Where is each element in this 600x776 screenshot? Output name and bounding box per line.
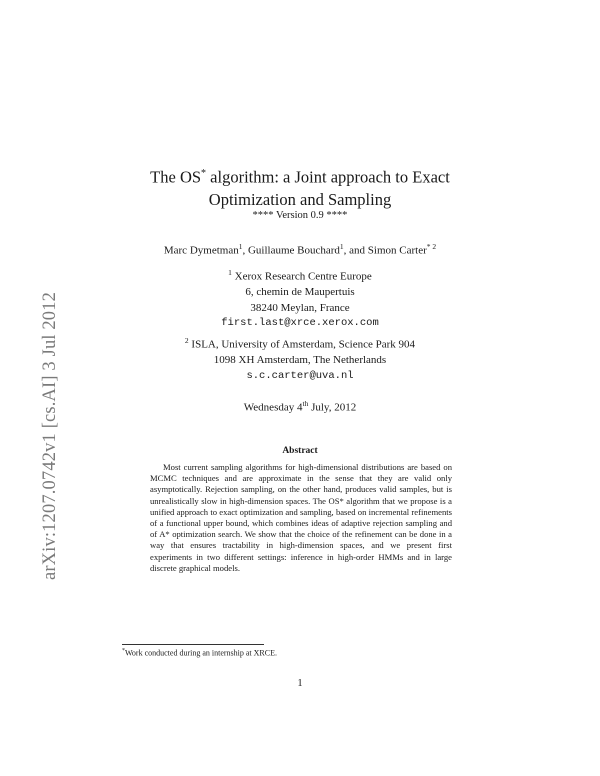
page-number: 1 [297,678,303,689]
author-2: , Guillaume Bouchard [242,244,340,257]
affiliation-2-name: ISLA, University of Amsterdam, Science Park 904 [188,338,416,351]
version-label: **** Version 0.9 **** [252,210,348,221]
author-1: Marc Dymetman [163,244,239,257]
affiliation-1-email: first.last@xrce.xerox.com [221,317,379,330]
affiliation-1: $^1$ Xerox Research Centre Europe 6, chemin de Maupertuis 38240 Meylan, France first.last@xrce.xerox.com [100,265,500,332]
affiliation-2-email: s.c.carter@uva.nl [246,369,354,382]
author-3: , and Simon Carter [343,244,427,257]
footnote-marker: * [122,648,125,654]
title-line-2: Optimization and Sampling [208,189,392,209]
abstract-text: Most current sampling algorithms for high-dimensional distributions are based on MCMC techniques and are approximate in the sense that they are valid only asymptotically. Rejection sampling, on the other hand, produces valid samples, but is unrealistically slow in high-dimension spaces. The OS* algorithm that we propose is a unified approach to exact optimization and sampling, based on incremental refinements of a functional upper bound, which combines ideas of adaptive rejection sampling and of A* optimization search. We show that the choice of the refinement can be done in a way that ensures tractability in high-dimension spaces, and we present first experiments in two different settings: inference in high-order HMMs and in large discrete graphical models. [150,462,452,573]
affiliation-1-name: Xerox Research Centre Europe [231,270,372,283]
footnote-text: Work conducted during an internship at XRCE. [125,648,277,658]
affiliation-1-street: 6, chemin de Maupertuis [245,286,355,299]
affiliation-2: $^2$ ISLA, University of Amsterdam, Science Park 904 1098 XH Amsterdam, The Netherlands s.c.carter@uva.nl [100,333,500,384]
footnote [122,648,482,658]
paper-title [100,163,500,211]
affiliation-1-city: 38240 Meylan, France [250,301,350,314]
affiliation-2-city: 1098 XH Amsterdam, The Netherlands [213,354,387,367]
author-list: Marc Dymetman$^1$, Guillaume Bouchard$^1$, and Simon Carter$^{* 2}$ [163,242,437,257]
footnote-divider [122,644,264,645]
abstract-heading: Abstract [282,446,318,456]
arxiv-identifier-text: arXiv:1207.0742v1 [cs.AI] 3 Jul 2012 [40,291,60,580]
paper-date: Wednesday 4th July, 2012 [243,399,357,414]
arxiv-identifier-stamp [8,230,60,580]
title-line-1: The OS* algorithm: a Joint approach to Exact [150,167,450,187]
